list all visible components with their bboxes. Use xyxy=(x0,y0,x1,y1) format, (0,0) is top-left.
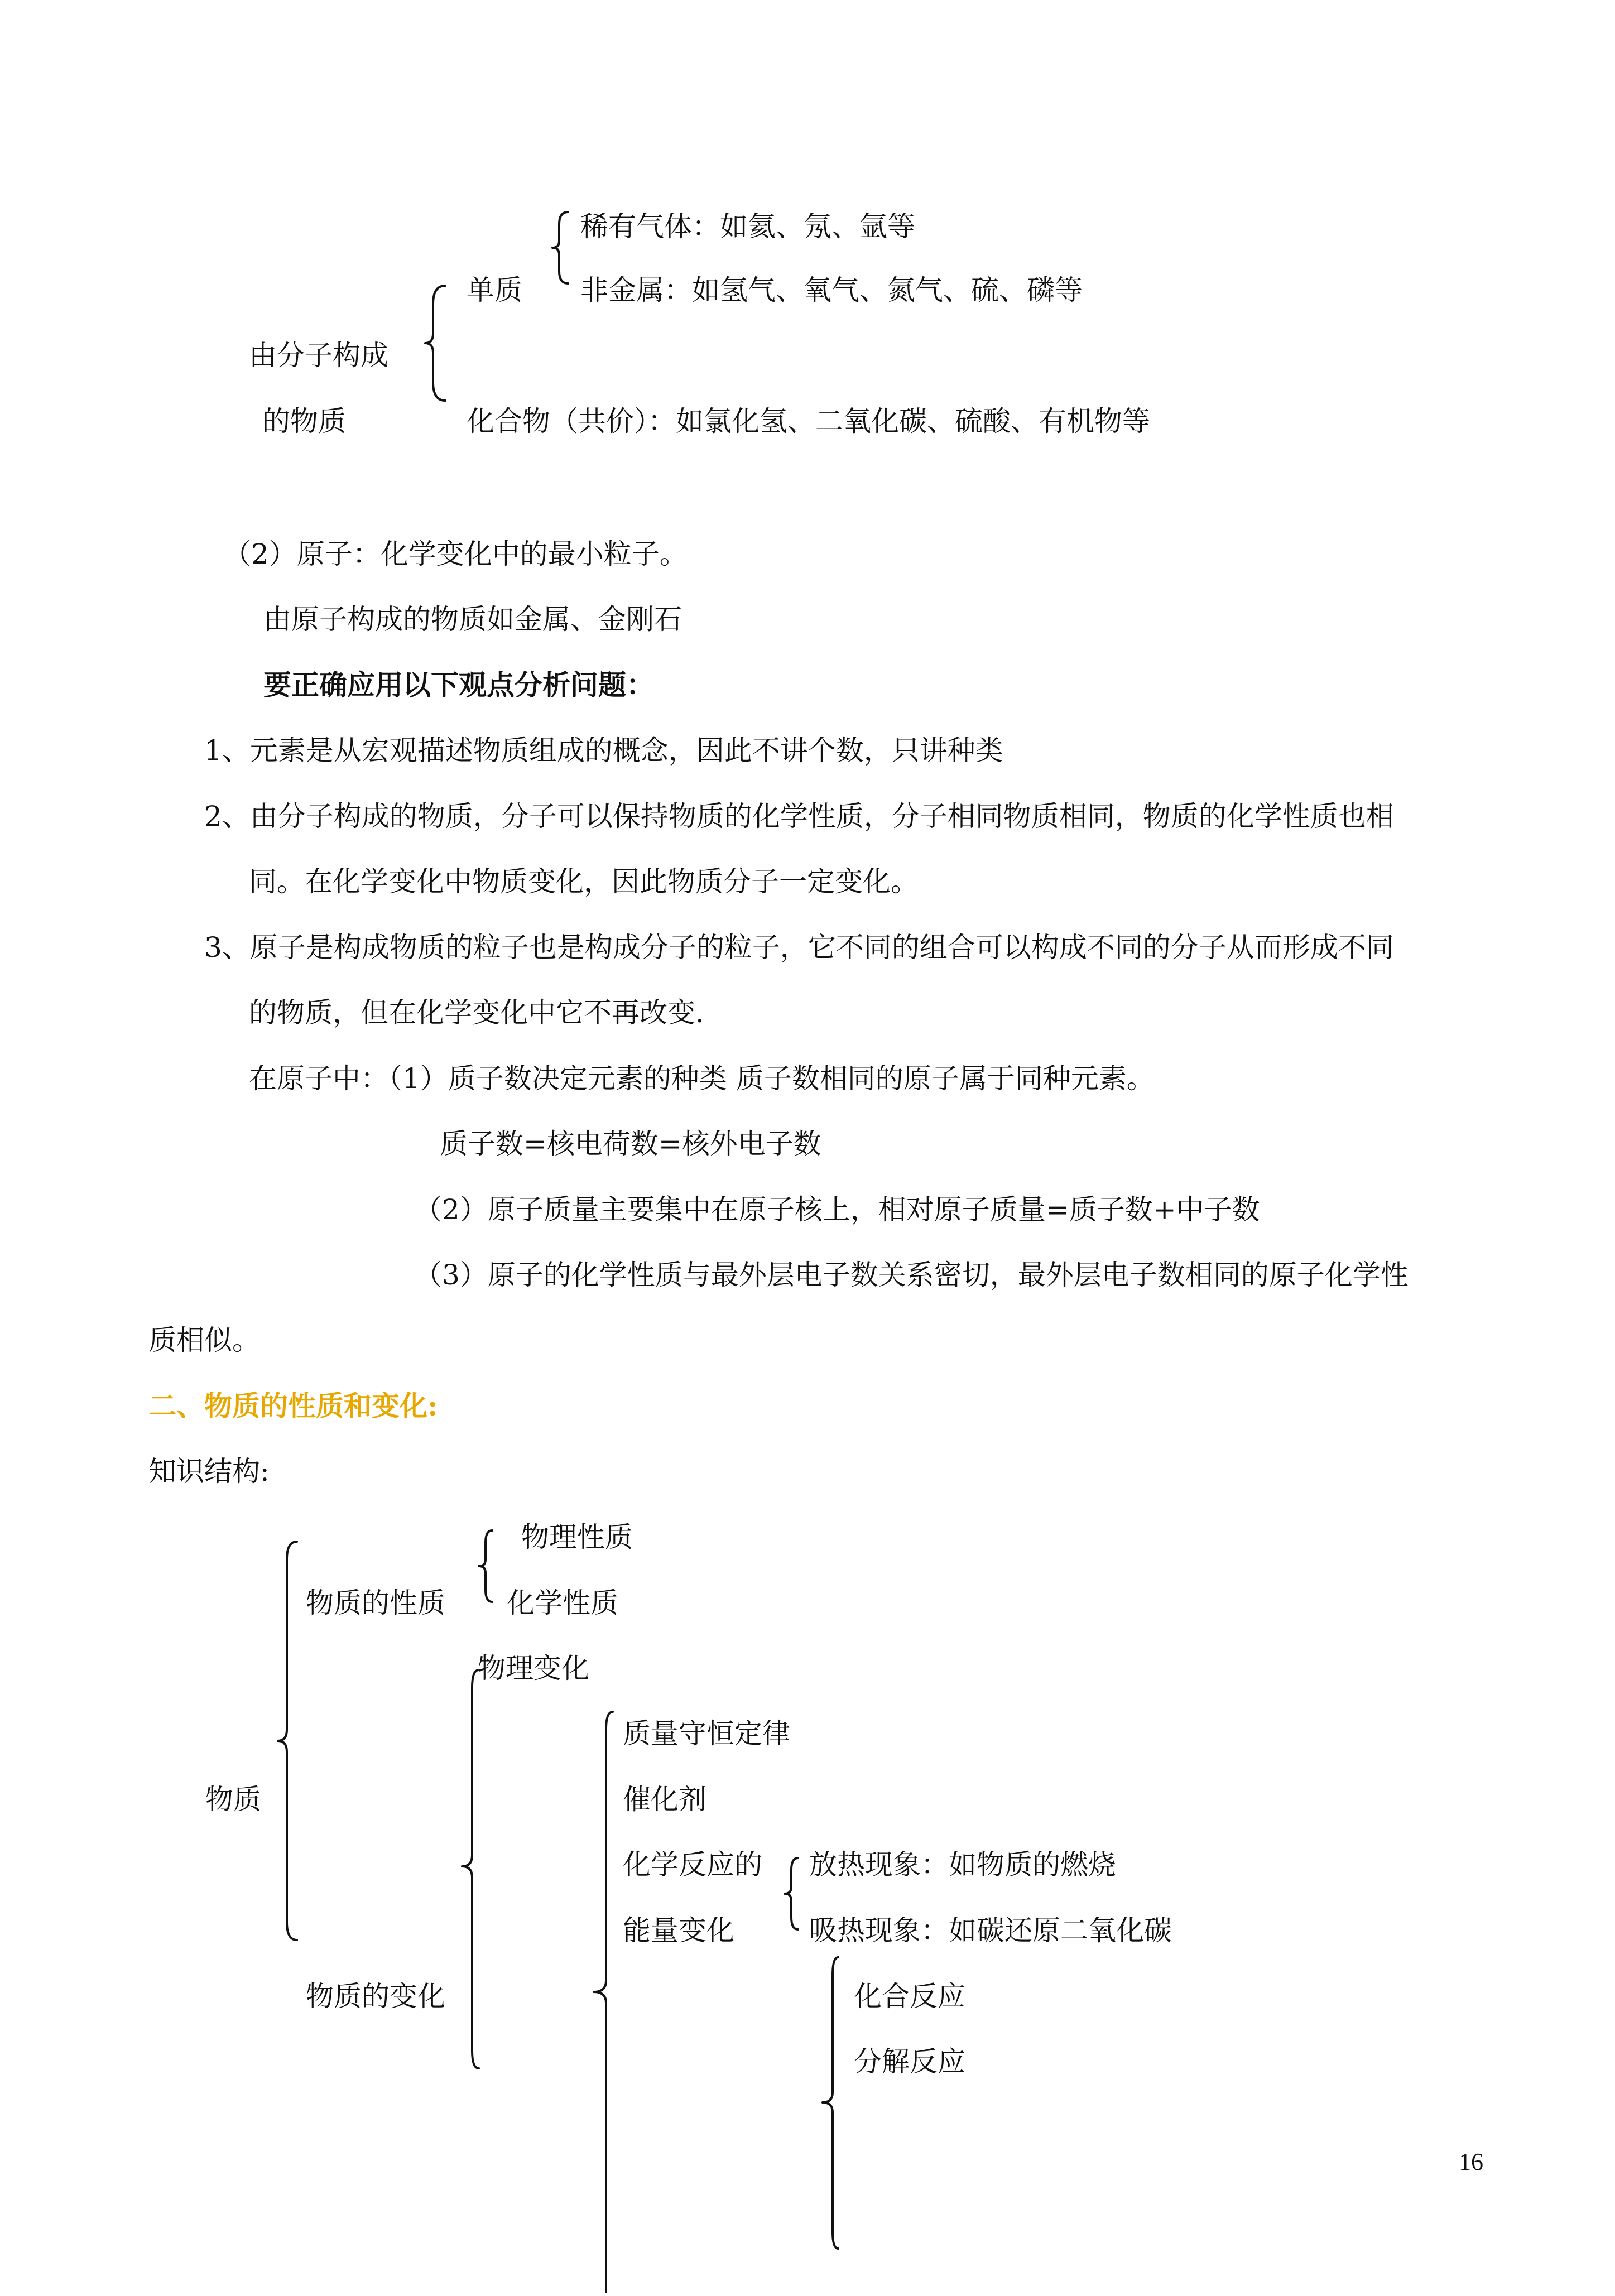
tree2-properties: 物质的性质 xyxy=(306,1587,445,1619)
page-number: 16 xyxy=(1459,2148,1483,2175)
tree2-exothermic: 放热现象：如物质的燃烧 xyxy=(809,1849,1116,1881)
tree2-catalyst: 催化剂 xyxy=(623,1783,706,1816)
tree2-changes: 物质的变化 xyxy=(306,1980,445,2013)
in-atom-2: （2）原子质量主要集中在原子核上，相对原子质量=质子数+中子数 xyxy=(414,1193,1260,1226)
in-atom-3-line2: 质相似。 xyxy=(148,1324,260,1356)
tree1-simple: 单质 xyxy=(467,274,522,306)
tree2-chemical-property: 化学性质 xyxy=(507,1587,618,1619)
tree1-root-line2: 的物质 xyxy=(262,405,346,437)
tree2-energy-brace xyxy=(781,1852,804,1936)
tree2-root: 物质 xyxy=(205,1783,261,1816)
tree2-reaction-type-brace xyxy=(818,1953,846,2254)
tree2-chemical-change-brace xyxy=(587,1707,621,2296)
tree2-decomposition: 分解反应 xyxy=(854,2045,965,2078)
tree1-simple-brace xyxy=(549,206,577,290)
tree1-root-line1: 由分子构成 xyxy=(249,339,388,372)
tree2-energy-line2: 能量变化 xyxy=(623,1914,734,1947)
tree2-mass-conservation: 质量守恒定律 xyxy=(623,1717,790,1750)
point-2-line1: 2、由分子构成的物质，分子可以保持物质的化学性质，分子相同物质相同，物质的化学性质也相 xyxy=(204,800,1394,832)
tree2-endothermic: 吸热现象：如碳还原二氧化碳 xyxy=(809,1914,1172,1947)
atom-item-2: （2）原子：化学变化中的最小粒子。 xyxy=(223,538,688,570)
tree1-compound: 化合物（共价）：如氯化氢、二氧化碳、硫酸、有机物等 xyxy=(467,405,1150,437)
tree1-nonmetal: 非金属：如氢气、氧气、氮气、硫、磷等 xyxy=(580,274,1083,306)
atom-example: 由原子构成的物质如金属、金刚石 xyxy=(263,603,682,636)
tree2-physical-change: 物理变化 xyxy=(478,1652,589,1684)
tree2-energy-line1: 化学反应的 xyxy=(623,1849,762,1881)
atom-bold-heading: 要正确应用以下观点分析问题： xyxy=(263,668,654,701)
in-atom-equation: 质子数=核电荷数=核外电子数 xyxy=(440,1128,821,1160)
point-3-line1: 3、原子是构成物质的粒子也是构成分子的粒子，它不同的组合可以构成不同的分子从而形成不同 xyxy=(204,931,1394,964)
tree2-changes-brace xyxy=(456,1666,490,2073)
tree1-root-brace xyxy=(423,279,456,407)
knowledge-structure-label: 知识结构: xyxy=(148,1455,270,1488)
point-2-line2: 同。在化学变化中物质变化，因此物质分子一定变化。 xyxy=(249,865,919,898)
point-1: 1、元素是从宏观描述物质组成的概念，因此不讲个数，只讲种类 xyxy=(204,734,1003,767)
tree2-properties-brace xyxy=(475,1525,498,1609)
in-atom-3-line1: （3）原子的化学性质与最外层电子数关系密切，最外层电子数相同的原子化学性 xyxy=(414,1259,1409,1291)
tree2-physical-property: 物理性质 xyxy=(521,1521,633,1553)
tree1-noble-gas: 稀有气体：如氦、氖、氩等 xyxy=(580,210,915,243)
point-3-line2: 的物质，但在化学变化中它不再改变. xyxy=(249,997,704,1029)
tree2-root-brace xyxy=(272,1537,306,1944)
section-2-heading: 二、物质的性质和变化: xyxy=(148,1389,438,1422)
in-atom-1: 在原子中：（1）质子数决定元素的种类 质子数相同的原子属于同种元素。 xyxy=(249,1062,1155,1095)
tree2-combination: 化合反应 xyxy=(854,1980,965,2013)
